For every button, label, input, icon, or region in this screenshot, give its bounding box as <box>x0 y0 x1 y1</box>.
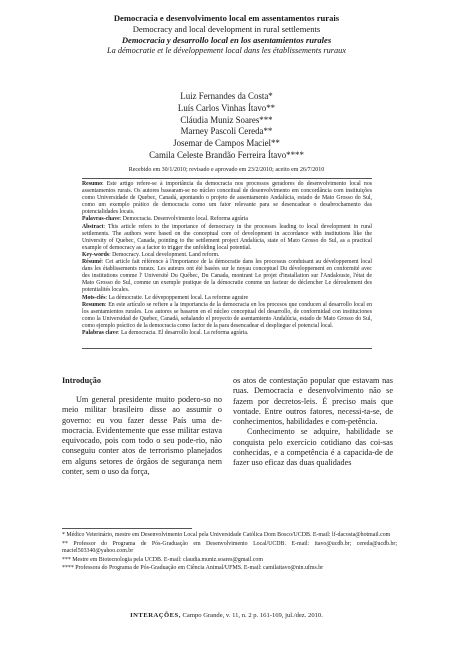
abstract-text: : This article refers to the importance of democracy in the processes leading to local development in rural settlements. The authors were based on the conceptual core of development in accordance with institutions like the University of Quebec, Canada, pointing to the settlement project Andalúcia, state of Mato Grosso do Sul, as a practical example of democracy as a factor to trigger the unfolding local potential. <box>82 223 372 251</box>
author-name: Camila Celeste Brandão Ferreira Ítavo**** <box>149 149 304 160</box>
author-list <box>0 91 453 162</box>
abstract-paragraph <box>82 224 372 252</box>
resumen-paragraph <box>82 302 372 330</box>
footnotes <box>62 532 397 574</box>
title-portuguese: Democracia e desenvolvimento local em assentamentos rurais <box>113 13 340 23</box>
title-french: La démocratie et le développement local dans les établissements ruraux <box>107 46 346 55</box>
motscles-label: Mots-clés <box>82 294 106 301</box>
abstract-top-rule <box>82 178 372 179</box>
palabras-label: Palabras clave <box>82 329 118 336</box>
author-name: Marney Pascoli Cereda** <box>180 126 273 137</box>
author-name: Luiz Fernandes da Costa* <box>180 91 273 101</box>
journal-name: INTERAÇÕES, <box>130 612 181 619</box>
body-paragraph: Um general presidente muito podero-so no meio militar brasileiro disse ao assumir o governo: eu vou fazer desse País uma de-mocracia. Evidentemente que esse militar estava equivocado, pois com todo o seu pode-rio, não conseguiu conter atos de terrorismo planejados em alguns setores de órgãos de segurança nem conter, sem o uso da força, <box>62 395 222 477</box>
footnote: *** Mestre em Biotecnologia pela UCDB. E-mail: claudia.muniz.soares@gmail.com <box>62 556 263 563</box>
title-spanish: Democracia y desarrollo local en los asentamientos rurales <box>121 35 332 45</box>
author-name: Luís Carlos Vinhas Ítavo** <box>177 102 276 113</box>
footnote: ** Professor do Programa de Pós-Graduação em Desenvolvimento Local/UCDB. E-mail: itavo@ucdb.br; cereda@ucdb.br; maciel503340@yahoo.com.br <box>62 540 397 555</box>
keywords-paragraph <box>82 252 372 259</box>
resumo-label: Resumo <box>82 181 102 187</box>
received-dates: Recebido em 30/1/2010; revisado e aprovado em 23/2/2010; aceito em 26/7/2010 <box>128 167 325 173</box>
palabras-paragraph <box>82 330 372 337</box>
footnote: **** Professora do Programa de Pós-Graduação em Ciência Animal/UFMS. E-mail: camilaitavo@nin.ufms.br <box>62 565 324 572</box>
body-paragraph: Conhecimento se adquire, habilidade se conquista pelo exercício cotidiano das coi-sas conhecidas, e a competência é a capacida-de de fazer uso eficaz das duas qualidades <box>233 427 393 468</box>
resume-label: Résumé <box>82 259 102 266</box>
abstract-label: Abstract <box>82 223 104 230</box>
keywords-label: Key-words <box>82 251 110 258</box>
author-name: Cláudia Muniz Soares*** <box>180 114 273 125</box>
resumo-paragraph <box>82 181 372 216</box>
body-paragraph: os atos de contestação popular que estavam nas ruas. Democracia e desenvolvimento não se fazem por decretos-leis. É preciso mais que vontade. Entre outros fatores, necessi-ta-se, de conhecimentos, habilidades e com-petência. <box>233 376 393 427</box>
journal-footer <box>0 612 453 619</box>
body-column-right <box>233 376 393 469</box>
resumo-text: : Este artigo refere-se à importância da democracia nos processos geradores do desenvolvimento local nos assentamentos rurais. Os autores basearam-se no núcleo conceitual de desenvolvimento em concordância com instituições como Universidade de Quebec, Canadá, apontando o projeto de assentamento Andalúcia, estado de Mato Grosso do Sul, como um exemplo prático de democracia como um fator relevante para se desencadear o desabrochamento das potencialidades locais. <box>82 181 372 216</box>
palavras-label: Palavras-chave <box>82 216 120 223</box>
title-english: Democracy and local development in rural settlements <box>132 24 321 34</box>
palabras-text: : La democracia. El desarrollo local. La reforma agrária. <box>117 329 249 336</box>
motscles-paragraph <box>82 295 372 302</box>
palavras-text: : Democracia. Desenvolvimento local. Reforma agrária <box>119 216 248 223</box>
resume-text: : Cet article fait référence à l'importance de la démocratie dans les processus conduisant au développement local dans les établissements ruraux. Les auteurs ont été basées sur le noyau conceptuel Du développement en conformité avec des institutions comme l' Université Du Québec, Du Canada, montrant Le projet d'installation sur l'Andalousie, l'état de Mato Grosso do Sul, comme un exemple pratique de la démocratie comme un facteur de déclencher Le déroulement des potentialités locales. <box>82 259 372 294</box>
footnote-rule <box>62 528 192 529</box>
author-name: Josemar de Campos Maciel** <box>173 138 280 149</box>
keywords-text: : Democracy. Local development. Land reform. <box>109 251 220 258</box>
motscles-text: : La démocratie. Le dévepoppement local. La reforme agraire <box>105 294 249 301</box>
resumen-label: Resumen <box>82 301 105 308</box>
abstract-bottom-rule <box>82 348 372 349</box>
palavras-paragraph <box>82 216 372 223</box>
journal-citation: Campo Grande, v. 11, n. 2 p. 161-169, jul./dez. 2010. <box>180 612 323 619</box>
body-column-left <box>62 395 222 477</box>
resumen-text: : En este artículo se refiere a la importancia de la democracia en los procesos que conducen al desarrollo local en los asentamientos rurales. Los autores se basaron en el núcleo conceptual del desarrollo, de conformidad con instituciones como la Universidad de Quebec, Canadá, señalando el proyecto de asentamiento Andalúcia, estado de Mato Grosso do Sul, como ejemplo práctico de la democracia como factor de la para desencadear el despliegue el potencial local. <box>82 301 372 329</box>
resume-paragraph <box>82 259 372 294</box>
abstracts-block <box>82 181 372 337</box>
section-heading-introducao: Introdução <box>62 376 101 385</box>
footnote: * Médico Veterinário, mestre em Desenvolvimento Local pela Universidade Católica Dom Bosco/UCDB. E-mail: lf-dacosta@hotmail.com <box>62 532 391 538</box>
